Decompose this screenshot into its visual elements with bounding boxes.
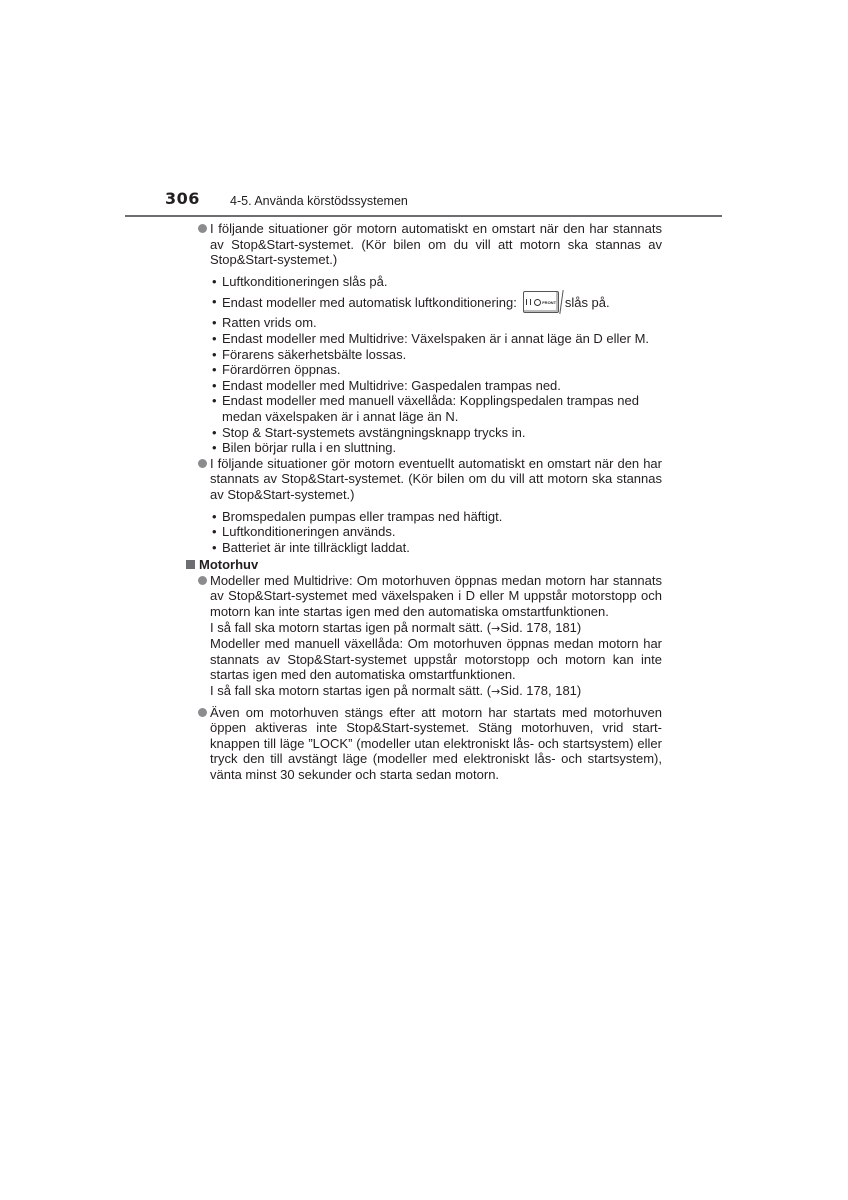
bullet-dot-icon — [198, 708, 207, 717]
arrow-right-icon: → — [491, 621, 501, 635]
list-item: • Luftkonditioneringen används. — [212, 524, 396, 540]
page-reference: I så fall ska motorn startas igen på normalt sätt. (→Sid. 178, 181) — [210, 683, 582, 699]
list-item-text: Stop & Start-systemets avstängningsknapp trycks in. — [222, 424, 526, 440]
list-item-text: Luftkonditioneringen används. — [222, 524, 396, 540]
list-item: • Förarens säkerhetsbälte lossas. — [212, 346, 407, 362]
list-item-text: Ratten vrids om. — [222, 315, 317, 331]
bullet-dot-icon — [198, 576, 207, 585]
section-heading-text: Motorhuv — [199, 557, 259, 573]
list-item: • Endast modeller med automatisk luftkonditionering: FRONT slås på. — [210, 289, 662, 315]
list-item-text: Endast modeller med automatisk luftkonditionering: — [222, 294, 517, 310]
list-item-text: Endast modeller med manuell växellåda: Kopplingspedalen trampas ned medan växelspaken är i annat läge än N. — [222, 393, 639, 424]
header-divider — [125, 215, 722, 217]
arrow-right-icon: → — [491, 685, 501, 699]
list-item: • Endast modeller med Multidrive: Gaspedalen trampas ned. — [212, 377, 561, 393]
bullet-dot-icon — [198, 459, 207, 468]
front-defroster-button-icon: FRONT — [523, 291, 559, 313]
list-item-text: Bilen börjar rulla i en sluttning. — [222, 440, 397, 456]
page-header — [125, 190, 722, 218]
page-number: 306 — [165, 189, 200, 208]
paragraph-text: Modeller med Multidrive: Om motorhuven öppnas medan motorn har stannats av Stop&Start-systemet med växelspaken i D eller M uppstår motorstopp och motorn kan inte startas igen med den automatiska omstartfunktionen. — [210, 572, 662, 620]
restart-conditions-list — [186, 274, 662, 456]
list-item-text: Luftkonditioneringen slås på. — [222, 273, 388, 289]
section-square-icon — [186, 560, 195, 569]
list-item-text: Förardörren öppnas. — [222, 362, 341, 378]
chapter-title: 4-5. Använda körstödssystemen — [230, 194, 408, 208]
list-item: • Bromspedalen pumpas eller trampas ned häftigt. — [212, 508, 503, 524]
list-item-text: Batteriet är inte tillräckligt laddat. — [222, 539, 410, 555]
list-item: • Luftkonditioneringen slås på. — [212, 273, 388, 289]
list-item-text: Förarens säkerhetsbälte lossas. — [222, 346, 407, 362]
paragraph-text: Även om motorhuven stängs efter att motorn har startats med motorhuven öppen aktiveras inte Stop&Start-systemet. Stäng motorhuven, vrid start-knappen till läge ”LOCK” (modeller utan elektroniskt lås- och startsystem) eller tryck den till avstängt läge (modeller med elektroniskt lås- och startsystem), vänta minst 30 sekunder och starta sedan motorn. — [210, 704, 662, 782]
list-item: • Batteriet är inte tillräckligt laddat. — [212, 539, 410, 555]
list-item: • Stop & Start-systemets avstängningsknapp trycks in. — [212, 424, 526, 440]
list-item-text: Bromspedalen pumpas eller trampas ned häftigt. — [222, 508, 503, 524]
paragraph-text: I följande situationer gör motorn automatiskt en omstart när den har stannats av Stop&Start-systemet. (Kör bilen om du vill att motorn ska stannas av Stop&Start-systemet.) — [210, 221, 662, 268]
list-item: • Ratten vrids om. — [212, 315, 317, 331]
list-item: • Bilen börjar rulla i en sluttning. — [212, 440, 397, 456]
list-item-text: Endast modeller med Multidrive: Växelspaken är i annat läge än D eller M. — [222, 330, 650, 346]
list-item: • Endast modeller med Multidrive: Växelspaken är i annat läge än D eller M. — [212, 330, 650, 346]
list-item-text: Endast modeller med Multidrive: Gaspedalen trampas ned. — [222, 377, 561, 393]
page-reference: I så fall ska motorn startas igen på normalt sätt. (→Sid. 178, 181) — [210, 619, 582, 635]
paragraph-text: Modeller med manuell växellåda: Om motorhuven öppnas medan motorn har stannats av Stop&Start-systemet uppstår motorstopp och motorn kan inte startas igen med den automatiska omstartfunktionen. — [210, 636, 662, 683]
motorhuv-paragraph-1 — [186, 573, 662, 700]
list-item: • Endast modeller med manuell växellåda: Kopplingspedalen trampas ned medan växelspaken är i annat läge än N. — [212, 393, 639, 424]
page-content — [186, 221, 662, 783]
paragraph-text: I följande situationer gör motorn eventuellt automatiskt en omstart när den har stannats av Stop&Start-systemet. (Kör bilen om du vill att motorn ska stannas av Stop&Start-systemet.) — [210, 455, 662, 502]
section-heading-motorhuv — [186, 557, 662, 573]
list-item: • Förardörren öppnas. — [212, 362, 341, 378]
bullet-dot-icon — [198, 224, 207, 233]
restart-conditions-paragraph — [186, 221, 662, 268]
list-item-text: slås på. — [564, 294, 610, 310]
motorhuv-paragraph-2 — [186, 705, 662, 783]
possible-restart-list — [186, 509, 662, 556]
possible-restart-paragraph — [186, 456, 662, 503]
